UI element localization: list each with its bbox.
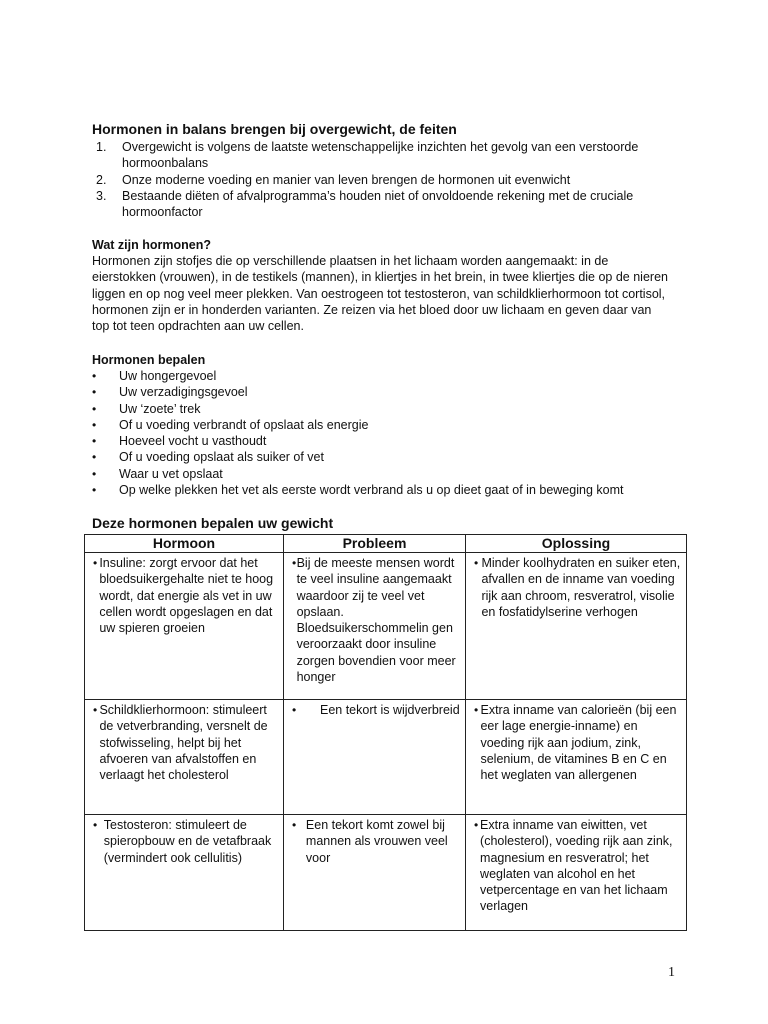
table-cell: [284, 700, 466, 815]
table-row: [85, 553, 687, 700]
list-item: [92, 482, 682, 498]
list-number: 3.: [96, 188, 107, 203]
bullet-icon: •: [92, 466, 97, 481]
bullet-icon: •: [474, 818, 479, 832]
bullet-icon: •: [292, 556, 297, 570]
table-cell: [284, 553, 466, 700]
section-heading: Hormonen bepalen: [92, 353, 206, 367]
cell-text: Extra inname van calorieën (bij een eer lage energie-inname) en voeding rijk aan jodium, zink, selenium, de vitamines B en C en het weglaten van allergenen: [480, 703, 677, 783]
list-item: [92, 368, 682, 384]
list-text: Waar u vet opslaat: [119, 466, 223, 481]
bullet-icon: •: [292, 703, 297, 717]
list-item: [92, 384, 682, 400]
table-header-row: [85, 535, 687, 553]
bullet-icon: •: [92, 385, 97, 400]
bullet-list: [92, 368, 682, 498]
list-text: Uw hongergevoel: [119, 369, 217, 383]
table-heading: Deze hormonen bepalen uw gewicht: [92, 515, 334, 531]
list-item: [92, 188, 672, 221]
section-heading: Wat zijn hormonen?: [92, 238, 211, 252]
cell-text: Minder koolhydraten en suiker eten, afvallen en de inname van voeding rijk aan chroom, resveratrol, visolie en fosfatidylserine verhogen: [481, 556, 681, 619]
cell-text: Bij de meeste mensen wordt te veel insuline aangemaakt waardoor zij te veel vet opslaan. Bloedsuikerschommelin gen veroorzaakt door insuline zorgen bovendien voor meer honger: [296, 556, 456, 685]
list-item: [92, 449, 682, 465]
table-cell: [85, 700, 284, 815]
cell-text: Een tekort komt zowel bij mannen als vrouwen veel voor: [305, 818, 448, 865]
list-number: 2.: [96, 172, 107, 187]
bullet-icon: •: [92, 401, 97, 416]
list-text: Of u voeding verbrandt of opslaat als energie: [119, 417, 369, 432]
list-text: Onze moderne voeding en manier van leven brengen de hormonen uit evenwicht: [122, 172, 571, 187]
list-item: [92, 417, 682, 433]
column-header-hormoon: Hormoon: [85, 535, 284, 553]
cell-text: Extra inname van eiwitten, vet (cholesterol), voeding rijk aan zink, magnesium en resveratrol; het weglaten van alcohol en het vetpercentage en van het lichaam verlagen: [480, 818, 673, 914]
list-text: Op welke plekken het vet als eerste wordt verbrand als u op dieet gaat of in beweging komt: [119, 483, 624, 498]
bullet-icon: •: [92, 417, 97, 432]
list-item: [92, 172, 672, 188]
bullet-icon: •: [92, 450, 97, 465]
bullet-icon: •: [474, 703, 479, 717]
bullet-icon: •: [93, 703, 98, 717]
table-cell: [466, 815, 687, 931]
table-cell: [466, 553, 687, 700]
list-number: 1.: [96, 140, 107, 154]
bullet-icon: •: [92, 483, 97, 498]
table-cell: [85, 553, 284, 700]
column-header-probleem: Probleem: [284, 535, 466, 553]
table-cell: [466, 700, 687, 815]
facts-list: [92, 139, 672, 220]
list-item: [92, 466, 682, 482]
list-text: Overgewicht is volgens de laatste wetenschappelijke inzichten het gevolg van een verstoorde hormoonbalans: [122, 140, 639, 171]
cell-text: Een tekort is wijdverbreid: [320, 703, 460, 717]
bullet-icon: •: [292, 818, 297, 832]
bullet-icon: •: [92, 369, 97, 383]
list-text: Bestaande diëten of afvalprogramma’s houden niet of onvoldoende rekening met de cruciale hormoonfactor: [122, 188, 634, 220]
list-text: Uw ‘zoete’ trek: [119, 401, 201, 416]
hormones-table: [84, 534, 687, 931]
cell-text: Testosteron: stimuleert de spieropbouw en de vetafbraak (vermindert ook cellulitis): [103, 818, 272, 865]
list-item: [92, 139, 672, 172]
list-text: Hoeveel vocht u vasthoudt: [119, 434, 267, 449]
table-cell: [85, 815, 284, 931]
page-number: 1: [668, 965, 675, 980]
cell-text: Insuline: zorgt ervoor dat het bloedsuikergehalte niet te hoog wordt, dat energie als vet in uw cellen wordt opgeslagen en dat uw spieren groeien: [99, 556, 274, 636]
bullet-icon: •: [93, 818, 98, 832]
list-item: [92, 433, 682, 449]
cell-text: Schildklierhormoon: stimuleert de vetverbranding, versnelt de stofwisseling, helpt bij het afvoeren van afvalstoffen en verlaagt het cholesterol: [99, 703, 268, 783]
bullet-icon: •: [474, 556, 479, 570]
table-row: [85, 815, 687, 931]
list-item: [92, 401, 682, 417]
bullet-icon: •: [92, 434, 97, 449]
column-header-oplossing: Oplossing: [466, 535, 687, 553]
page-title: Hormonen in balans brengen bij overgewicht, de feiten: [92, 121, 457, 137]
table-row: [85, 700, 687, 815]
section-paragraph: Hormonen zijn stofjes die op verschillende plaatsen in het lichaam worden aangemaakt: in de eierstokken (vrouwen), in de testikels (mannen), in kliertjes in het brein, in twee kliertjes die op de nieren liggen en op nog veel meer plekken. Van oestrogeen tot testosteron, van schildklierhormoon tot cortisol, hormonen zijn er in honderden varianten. Ze reizen via het bloed door uw lichaam en geven daar van top tot teen opdrachten aan uw cellen.: [92, 254, 668, 334]
table-cell: [284, 815, 466, 931]
bullet-icon: •: [93, 556, 98, 570]
list-text: Uw verzadigingsgevoel: [119, 385, 248, 400]
list-text: Of u voeding opslaat als suiker of vet: [119, 450, 324, 465]
